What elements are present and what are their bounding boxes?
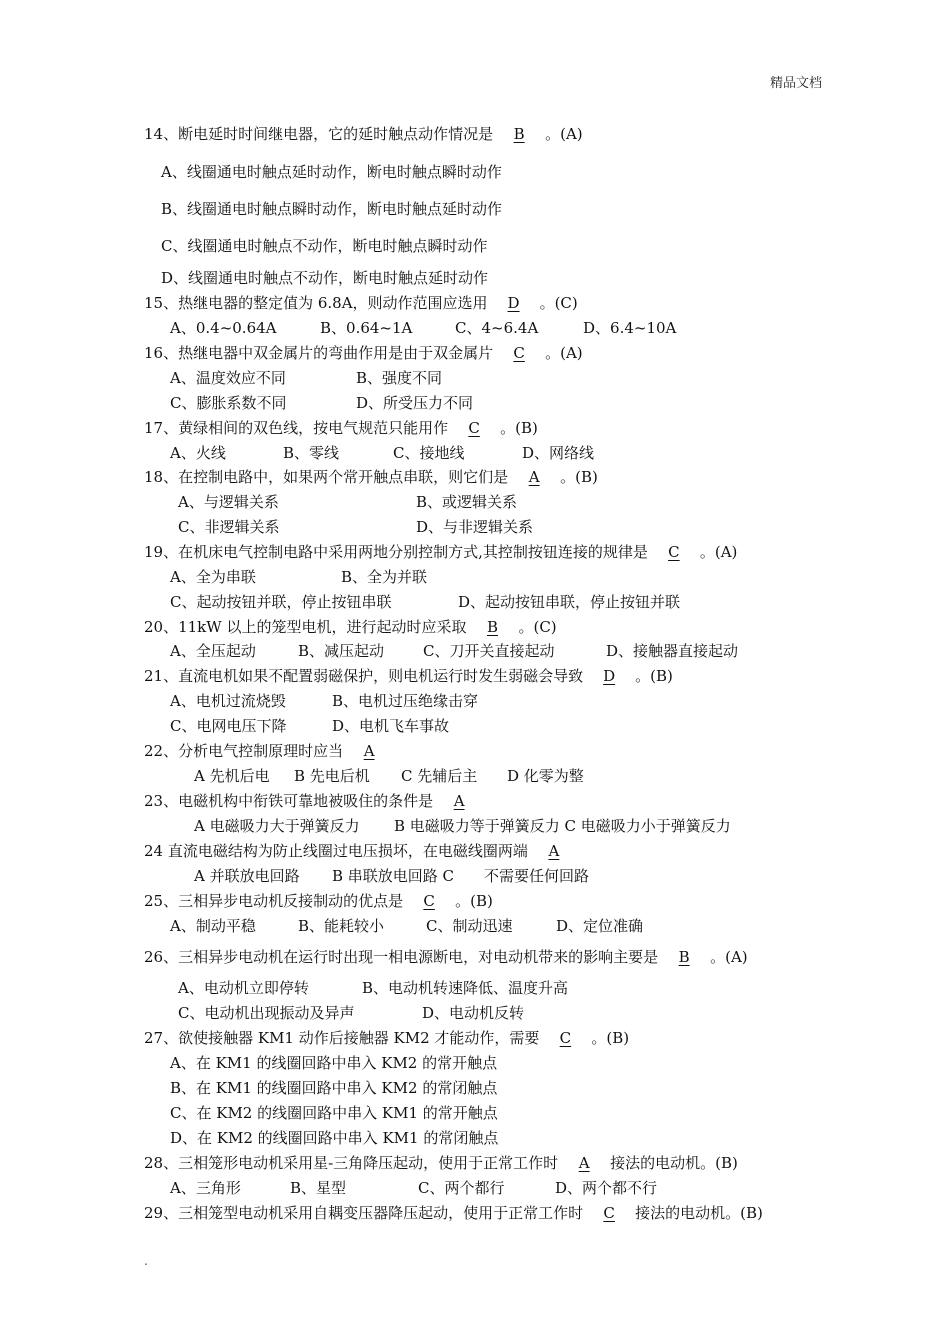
question-number: 23 (144, 792, 164, 810)
answer-blank: A (528, 468, 540, 486)
option-19-0-0: A、全为串联 (170, 568, 256, 586)
question-stem-26 (144, 947, 748, 967)
question-number: 16 (144, 344, 164, 362)
question-suffix: 。(B) (455, 892, 493, 910)
answer-blank: C (559, 1029, 572, 1047)
option-18-0-1: B、或逻辑关系 (416, 493, 518, 511)
question-suffix: 。(A) (545, 125, 583, 143)
question-stem-23 (144, 791, 485, 811)
question-suffix: 接法的电动机。(B) (635, 1204, 763, 1222)
page-footer-mark: . (144, 1254, 148, 1268)
option-27-0-0: A、在 KM1 的线圈回路中串入 KM2 的常开触点 (170, 1054, 498, 1072)
option-25-0-2: C、制动迅速 (426, 917, 513, 935)
question-number: 19 (144, 543, 164, 561)
option-23-0-1: B 电磁吸力等于弹簧反力 C 电磁吸力小于弹簧反力 (394, 817, 731, 835)
page-header-tag: 精品文档 (770, 76, 823, 91)
question-stem-28 (144, 1153, 738, 1173)
option-24-0-2: 不需要任何回路 (484, 867, 590, 885)
option-20-0-1: B、减压起动 (298, 642, 385, 660)
question-text: 、三相笼形电动机采用星-三角降压起动，使用于正常工作时 (163, 1154, 559, 1172)
option-27-3-0: D、在 KM2 的线圈回路中串入 KM1 的常闭触点 (170, 1129, 499, 1147)
option-25-0-0: A、制动平稳 (170, 917, 256, 935)
option-15-0-3: D、6.4~10A (583, 319, 677, 337)
option-21-0-1: B、电机过压绝缘击穿 (332, 692, 479, 710)
option-19-0-1: B、全为并联 (341, 568, 428, 586)
option-15-0-0: A、0.4~0.64A (170, 319, 277, 337)
question-stem-25 (144, 891, 493, 911)
question-stem-17 (144, 418, 538, 438)
option-14-2-0: C、线圈通电时触点不动作，断电时触点瞬时动作 (161, 237, 488, 255)
option-26-0-1: B、电动机转速降低、温度升高 (362, 979, 569, 997)
question-number: 27 (144, 1029, 164, 1047)
answer-blank: A (453, 792, 465, 810)
question-text: 、黄绿相间的双色线，按电气规范只能用作 (163, 419, 449, 437)
option-19-1-1: D、起动按钮串联，停止按钮并联 (458, 593, 681, 611)
question-suffix: 接法的电动机。(B) (610, 1154, 738, 1172)
option-14-0-0: A、线圈通电时触点延时动作，断电时触点瞬时动作 (161, 163, 502, 181)
question-stem-15 (144, 293, 578, 313)
option-18-1-1: D、与非逻辑关系 (416, 518, 534, 536)
question-text: 、热继电器中双金属片的弯曲作用是由于双金属片 (163, 344, 494, 362)
question-text: 、分析电气控制原理时应当 (163, 742, 344, 760)
question-text: 、三相异步电动机在运行时出现一相电源断电，对电动机带来的影响主要是 (163, 948, 659, 966)
question-number: 15 (144, 294, 164, 312)
question-suffix: 。(B) (500, 419, 538, 437)
option-22-0-1: B 先电后机 (294, 767, 370, 785)
option-24-0-0: A 并联放电回路 (194, 867, 300, 885)
answer-blank: D (603, 667, 616, 685)
option-20-0-2: C、刀开关直接起动 (423, 642, 555, 660)
option-28-0-2: C、两个都行 (418, 1179, 505, 1197)
answer-blank: A (363, 742, 375, 760)
option-22-0-0: A 先机后电 (194, 767, 270, 785)
option-28-0-3: D、两个都不行 (555, 1179, 658, 1197)
option-22-0-2: C 先辅后主 (401, 767, 478, 785)
question-text: 、在控制电路中，如果两个常开触点串联，则它们是 (163, 468, 509, 486)
option-17-0-0: A、火线 (170, 444, 226, 462)
answer-blank: C (668, 543, 680, 561)
option-25-0-3: D、定位准确 (556, 917, 644, 935)
option-16-0-1: B、强度不同 (356, 369, 443, 387)
question-text: 、断电延时时间继电器，它的延时触点动作情况是 (163, 125, 494, 143)
question-number: 21 (144, 667, 164, 685)
option-21-1-0: C、电网电压下降 (170, 717, 287, 735)
option-26-1-0: C、电动机出现振动及异声 (178, 1004, 355, 1022)
question-number: 18 (144, 468, 164, 486)
option-26-1-1: D、电动机反转 (422, 1004, 525, 1022)
option-16-1-0: C、膨胀系数不同 (170, 394, 287, 412)
question-text: 、热继电器的整定值为 6.8A，则动作范围应选用 (163, 294, 488, 312)
option-25-0-1: B、能耗较小 (298, 917, 385, 935)
question-stem-18 (144, 467, 598, 487)
option-23-0-0: A 电磁吸力大于弹簧反力 (194, 817, 360, 835)
question-stem-22 (144, 741, 395, 761)
question-number: 26 (144, 948, 164, 966)
option-21-0-0: A、电机过流烧毁 (170, 692, 286, 710)
question-suffix: 。(C) (539, 294, 578, 312)
option-28-0-1: B、星型 (290, 1179, 347, 1197)
question-number: 17 (144, 419, 164, 437)
option-22-0-3: D 化零为整 (507, 767, 584, 785)
question-number: 28 (144, 1154, 164, 1172)
option-16-0-0: A、温度效应不同 (170, 369, 286, 387)
question-suffix: 。(A) (699, 543, 738, 561)
option-20-0-3: D、接触器直接起动 (606, 642, 739, 660)
answer-blank: C (423, 892, 435, 910)
question-suffix: 。(C) (518, 618, 557, 636)
question-text: 直流电磁结构为防止线圈过电压损坏，在电磁线圈两端 (163, 842, 528, 860)
answer-blank: C (603, 1204, 615, 1222)
option-27-2-0: C、在 KM2 的线圈回路中串入 KM1 的常开触点 (170, 1104, 498, 1122)
question-number: 25 (144, 892, 164, 910)
question-number: 24 (144, 842, 164, 860)
option-15-0-1: B、0.64~1A (320, 319, 413, 337)
answer-blank: C (513, 344, 525, 362)
answer-blank: C (468, 419, 480, 437)
option-17-0-2: C、接地线 (393, 444, 465, 462)
question-stem-16 (144, 343, 583, 363)
option-19-1-0: C、起动按钮并联，停止按钮串联 (170, 593, 392, 611)
question-stem-19 (144, 542, 737, 562)
answer-blank: B (486, 618, 498, 636)
option-24-0-1: B 串联放电回路 C (332, 867, 455, 885)
option-20-0-0: A、全压起动 (170, 642, 256, 660)
option-18-0-0: A、与逻辑关系 (178, 493, 279, 511)
question-stem-20 (144, 617, 557, 637)
question-number: 22 (144, 742, 164, 760)
question-number: 29 (144, 1204, 164, 1222)
option-27-1-0: B、在 KM1 的线圈回路中串入 KM2 的常闭触点 (170, 1079, 498, 1097)
answer-blank: B (513, 125, 525, 143)
answer-blank: D (507, 294, 520, 312)
question-number: 20 (144, 618, 164, 636)
option-26-0-0: A、电动机立即停转 (178, 979, 309, 997)
question-text: 、三相笼型电动机采用自耦变压器降压起动，使用于正常工作时 (163, 1204, 584, 1222)
question-text: 、在机床电气控制电路中采用两地分别控制方式,其控制按钮连接的规律是 (163, 543, 648, 561)
option-21-1-1: D、电机飞车事故 (332, 717, 450, 735)
option-14-1-0: B、线圈通电时触点瞬时动作，断电时触点延时动作 (161, 200, 503, 218)
option-16-1-1: D、所受压力不同 (356, 394, 474, 412)
question-text: 、直流电机如果不配置弱磁保护，则电机运行时发生弱磁会导致 (163, 667, 584, 685)
question-suffix: 。(B) (591, 1029, 630, 1047)
option-14-3-0: D、线圈通电时触点不动作，断电时触点延时动作 (161, 269, 489, 287)
question-stem-21 (144, 666, 673, 686)
question-stem-24 (144, 841, 580, 861)
question-text: 、11kW 以上的笼型电机，进行起动时应采取 (163, 618, 467, 636)
question-stem-27 (144, 1028, 629, 1048)
question-text: 、电磁机构中衔铁可靠地被吸住的条件是 (163, 792, 434, 810)
option-17-0-3: D、网络线 (522, 444, 595, 462)
answer-blank: A (548, 842, 560, 860)
question-stem-29 (144, 1203, 763, 1223)
option-18-1-0: C、非逻辑关系 (178, 518, 280, 536)
question-suffix: 。(B) (560, 468, 598, 486)
answer-blank: B (678, 948, 690, 966)
option-28-0-0: A、三角形 (170, 1179, 241, 1197)
question-number: 14 (144, 125, 164, 143)
question-suffix: 。(A) (545, 344, 583, 362)
answer-blank: A (578, 1154, 590, 1172)
question-text: 、三相异步电动机反接制动的优点是 (163, 892, 404, 910)
question-stem-14 (144, 124, 583, 144)
option-17-0-1: B、零线 (283, 444, 340, 462)
question-suffix: 。(A) (710, 948, 748, 966)
question-text: 、欲使接触器 KM1 动作后接触器 KM2 才能动作，需要 (163, 1029, 540, 1047)
option-15-0-2: C、4~6.4A (455, 319, 539, 337)
question-suffix: 。(B) (635, 667, 673, 685)
